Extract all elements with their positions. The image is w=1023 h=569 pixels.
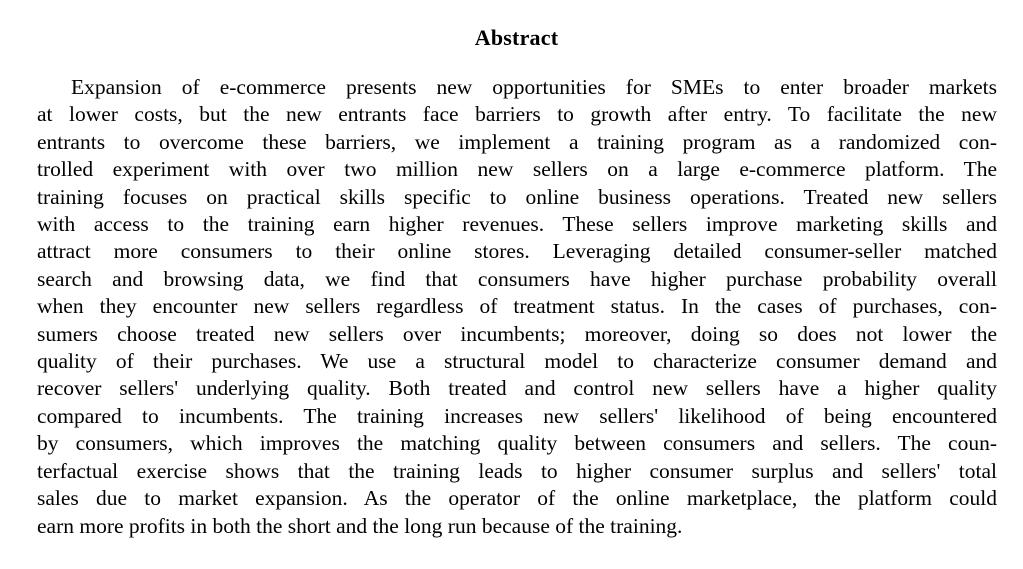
abstract-line: attract more consumers to their online stores. Leveraging detailed consumer-seller matched xyxy=(37,239,997,264)
abstract-line: training focuses on practical skills specific to online business operations. Treated new sellers xyxy=(37,184,997,209)
abstract-line: search and browsing data, we find that consumers have higher purchase probability overall xyxy=(37,266,997,291)
abstract-line: by consumers, which improves the matching quality between consumers and sellers. The coun- xyxy=(37,431,997,456)
abstract-line: terfactual exercise shows that the training leads to higher consumer surplus and sellers' total xyxy=(37,458,997,483)
abstract-line: earn more profits in both the short and the long run because of the training. xyxy=(37,513,683,538)
abstract-line: Expansion of e-commerce presents new opportunities for SMEs to enter broader markets xyxy=(71,75,997,99)
abstract-line: with access to the training earn higher revenues. These sellers improve marketing skills and xyxy=(37,212,997,237)
abstract-line: quality of their purchases. We use a structural model to characterize consumer demand and xyxy=(37,349,997,374)
abstract-paragraph xyxy=(37,74,997,540)
abstract-line: sumers choose treated new sellers over incumbents; moreover, doing so does not lower the xyxy=(37,321,997,346)
abstract-line: at lower costs, but the new entrants face barriers to growth after entry. To facilitate the new xyxy=(37,102,997,127)
abstract-line: recover sellers' underlying quality. Both treated and control new sellers have a higher quality xyxy=(37,376,997,401)
abstract-line: when they encounter new sellers regardless of treatment status. In the cases of purchases, con- xyxy=(37,294,997,319)
abstract-line: sales due to market expansion. As the operator of the online marketplace, the platform could xyxy=(37,486,997,511)
abstract-heading: Abstract xyxy=(474,25,559,50)
abstract-line: entrants to overcome these barriers, we implement a training program as a randomized con- xyxy=(37,129,997,154)
abstract-line: trolled experiment with over two million new sellers on a large e-commerce platform. The xyxy=(37,157,997,182)
abstract-line: compared to incumbents. The training increases new sellers' likelihood of being encountered xyxy=(37,403,997,428)
